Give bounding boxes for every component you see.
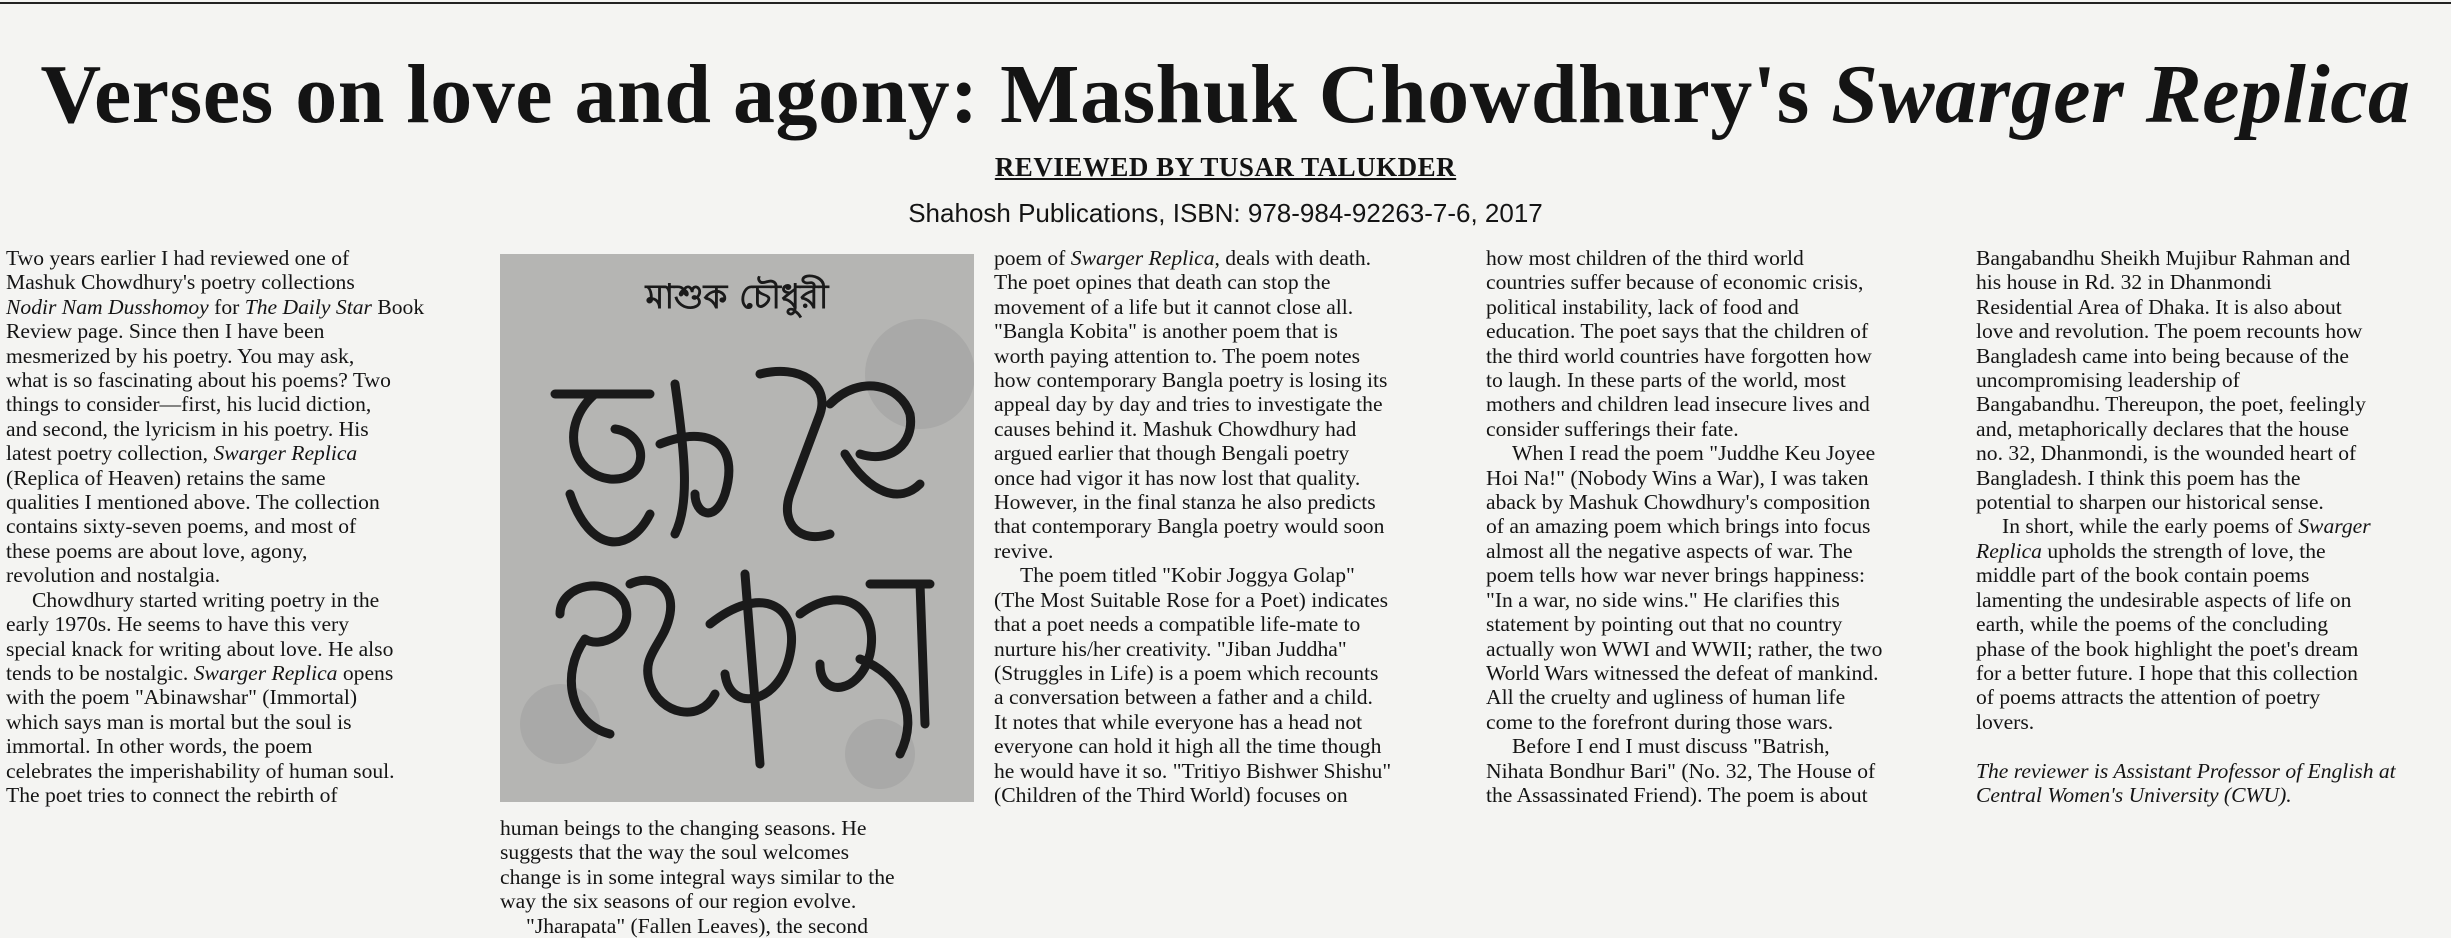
text-line: come to the forefront during those wars. <box>1486 709 1834 734</box>
text-line: love and revolution. The poem recounts how <box>1976 319 2363 344</box>
text-segment: poem of <box>994 246 1071 270</box>
text-line: "Jharapata" (Fallen Leaves), the second <box>526 913 868 938</box>
text-line: mothers and children lead insecure lives and <box>1486 392 1870 417</box>
text-line: celebrates the imperishability of human soul. <box>6 758 395 783</box>
text-line: All the cruelty and ugliness of human life <box>1486 685 1846 710</box>
text-line: movement of a life but it cannot close all. <box>994 294 1354 319</box>
text-segment: , deals with death. <box>1214 246 1372 270</box>
text-line <box>994 246 1478 270</box>
text-line: Before I end I must discuss "Batrish, <box>1512 734 1830 759</box>
text-line: contains sixty-seven poems, and most of <box>6 514 357 539</box>
text-line: (The Most Suitable Rose for a Poet) indicates <box>994 587 1389 612</box>
text-line: (Replica of Heaven) retains the same <box>6 465 326 490</box>
text-line: revolution and nostalgia. <box>6 563 221 588</box>
text-line: early 1970s. He seems to have this very <box>6 612 350 637</box>
text-line: aback by Mashuk Chowdhury's composition <box>1486 490 1871 515</box>
text-line: The poet opines that death can stop the <box>994 270 1331 295</box>
text-line: Chowdhury started writing poetry in the <box>32 587 380 612</box>
text-line: revive. <box>994 538 1054 563</box>
text-line: and, metaphorically declares that the house <box>1976 416 2349 441</box>
text-line: with the poem "Abinawshar" (Immortal) <box>6 685 358 710</box>
column-5 <box>1976 246 2446 807</box>
text-line: actually won WWI and WWII; rather, the two <box>1486 636 1883 661</box>
top-rule <box>0 2 2451 4</box>
text-line: Two years earlier I had reviewed one of <box>6 246 350 270</box>
text-line: once had vigor it has now lost that quality. <box>994 465 1361 490</box>
text-line: political instability, lack of food and <box>1486 294 1799 319</box>
text-line: education. The poet says that the children of <box>1486 319 1869 344</box>
text-line: appeal day by day and tries to investigate the <box>994 392 1383 417</box>
text-line: worth paying attention to. The poem notes <box>994 343 1361 368</box>
text-line: Review page. Since then I have been <box>6 319 325 344</box>
text-line: argued earlier that though Bengali poetry <box>994 441 1350 466</box>
text-line: that a poet needs a compatible life-mate to <box>994 612 1361 637</box>
text-line: (Children of the Third World) focuses on <box>994 782 1348 807</box>
text-line: suggests that the way the soul welcomes <box>500 840 850 865</box>
text-segment: tends to be nostalgic. <box>6 660 194 685</box>
text-line: lamenting the undesirable aspects of life on <box>1976 587 2352 612</box>
headline-book-title: Swarger Replica <box>1831 48 2411 141</box>
italic-text: Swarger Replica <box>1070 246 1215 270</box>
text-line: way the six seasons of our region evolve. <box>500 889 857 914</box>
text-line: The poet tries to connect the rebirth of <box>6 782 338 807</box>
text-line <box>1976 539 2446 563</box>
text-line <box>6 661 486 685</box>
text-segment: for <box>208 294 245 319</box>
text-line: to laugh. In these parts of the world, most <box>1486 368 1846 393</box>
text-line: uncompromising leadership of <box>1976 368 2240 393</box>
text-line: these poems are about love, agony, <box>6 538 308 563</box>
text-line: When I read the poem "Juddhe Keu Joyee <box>1512 441 1876 466</box>
text-line: that contemporary Bangla poetry would soon <box>994 514 1385 539</box>
text-line: what is so fascinating about his poems? Two <box>6 368 391 393</box>
text-segment: latest poetry collection, <box>6 441 214 466</box>
text-line: almost all the negative aspects of war. The <box>1486 538 1853 563</box>
text-line: "Bangla Kobita" is another poem that is <box>994 319 1338 344</box>
headline <box>0 40 2451 150</box>
text-line: immortal. In other words, the poem <box>6 734 313 759</box>
text-line: statement by pointing out that no country <box>1486 612 1843 637</box>
text-line: Bangabandhu Sheikh Mujibur Rahman and <box>1976 246 2351 270</box>
text-line: Central Women's University (CWU). <box>1976 782 2292 807</box>
italic-text: The Daily Star <box>244 294 372 319</box>
cover-author-name: মাশুক চৌধুরী <box>645 277 829 317</box>
italic-text: Replica <box>1976 538 2042 563</box>
text-line: and second, the lyricism in his poetry. His <box>6 416 369 441</box>
text-line: countries suffer because of economic crisis, <box>1486 270 1864 295</box>
column-4 <box>1486 246 1970 807</box>
text-segment: Book <box>371 294 425 319</box>
text-line: change is in some integral ways similar to the <box>500 864 895 889</box>
text-line: the Assassinated Friend). The poem is about <box>1486 782 1868 807</box>
text-line: a conversation between a father and a child. <box>994 685 1373 710</box>
text-line: special knack for writing about love. He also <box>6 636 394 661</box>
text-line: "In a war, no side wins." He clarifies this <box>1486 587 1840 612</box>
text-line: nurture his/her creativity. "Jiban Juddha" <box>994 636 1347 661</box>
text-line: which says man is mortal but the soul is <box>6 709 352 734</box>
text-line <box>1976 734 2446 758</box>
italic-text: Swarger <box>2298 514 2371 539</box>
text-line: the third world countries have forgotten how <box>1486 343 1872 368</box>
text-line: how most children of the third world <box>1486 246 1804 270</box>
text-line: The poem titled "Kobir Joggya Golap" <box>1020 563 1355 588</box>
text-line: Hoi Na!" (Nobody Wins a War), I was taken <box>1486 465 1869 490</box>
text-segment: upholds the strength of love, the <box>2041 538 2326 563</box>
text-line: poem tells how war never brings happiness: <box>1486 563 1866 588</box>
text-line: mesmerized by his poetry. You may ask, <box>6 343 355 368</box>
text-line: earth, while the poems of the concluding <box>1976 612 2328 637</box>
text-line: Bangladesh. I think this poem has the <box>1976 465 2301 490</box>
text-line: everyone can hold it high all the time though <box>994 734 1382 759</box>
text-line: Nihata Bondhur Bari" (No. 32, The House of <box>1486 758 1876 783</box>
text-line: Mashuk Chowdhury's poetry collections <box>6 270 355 295</box>
text-line: human beings to the changing seasons. He <box>500 816 867 840</box>
text-line <box>6 441 486 465</box>
text-line: Bangabandhu. Thereupon, the poet, feelingly <box>1976 392 2366 417</box>
text-segment: opens <box>337 660 394 685</box>
text-line: middle part of the book contain poems <box>1976 563 2310 588</box>
text-line: Residential Area of Dhaka. It is also about <box>1976 294 2342 319</box>
text-line: phase of the book highlight the poet's dream <box>1976 636 2359 661</box>
text-line: lovers. <box>1976 709 2035 734</box>
text-line: It notes that while everyone has a head not <box>994 709 1363 734</box>
byline: REVIEWED BY TUSAR TALUKDER <box>994 152 1457 182</box>
text-line: potential to sharpen our historical sense. <box>1976 490 2324 515</box>
italic-text: Swarger Replica <box>193 660 338 685</box>
text-line: The reviewer is Assistant Professor of English at <box>1976 758 2396 783</box>
publication-info: Shahosh Publications, ISBN: 978-984-92263-7-6, 2017 <box>908 198 1543 228</box>
text-line: how contemporary Bangla poetry is losing its <box>994 368 1388 393</box>
text-line <box>1976 514 2446 538</box>
text-line: However, in the final stanza he also predicts <box>994 490 1376 515</box>
text-line: Bangladesh came into being because of the <box>1976 343 2349 368</box>
text-line: he would have it so. "Tritiyo Bishwer Shishu" <box>994 758 1392 783</box>
text-line: his house in Rd. 32 in Dhanmondi <box>1976 270 2272 295</box>
text-segment: In short, while the early poems of <box>2002 514 2299 539</box>
book-cover-image <box>500 254 974 802</box>
text-line: consider sufferings their fate. <box>1486 416 1739 441</box>
text-line: of an amazing poem which brings into focus <box>1486 514 1871 539</box>
italic-text: Swarger Replica <box>213 441 358 466</box>
column-3 <box>994 246 1478 807</box>
column-1 <box>6 246 486 807</box>
text-line <box>6 295 486 319</box>
headline-text: Verses on love and agony: Mashuk Chowdhury's <box>40 48 1832 141</box>
text-line: no. 32, Dhanmondi, is the wounded heart of <box>1976 441 2357 466</box>
text-line: for a better future. I hope that this collection <box>1976 660 2358 685</box>
text-line: (Struggles in Life) is a poem which recounts <box>994 660 1379 685</box>
text-line: things to consider—first, his lucid diction, <box>6 392 372 417</box>
text-line: World Wars witnessed the defeat of mankind. <box>1486 660 1879 685</box>
text-line: qualities I mentioned above. The collection <box>6 490 380 515</box>
italic-text: Nodir Nam Dusshomoy <box>6 294 209 319</box>
column-2 <box>500 816 984 938</box>
text-line: causes behind it. Mashuk Chowdhury had <box>994 416 1357 441</box>
text-line: of poems attracts the attention of poetry <box>1976 685 2321 710</box>
